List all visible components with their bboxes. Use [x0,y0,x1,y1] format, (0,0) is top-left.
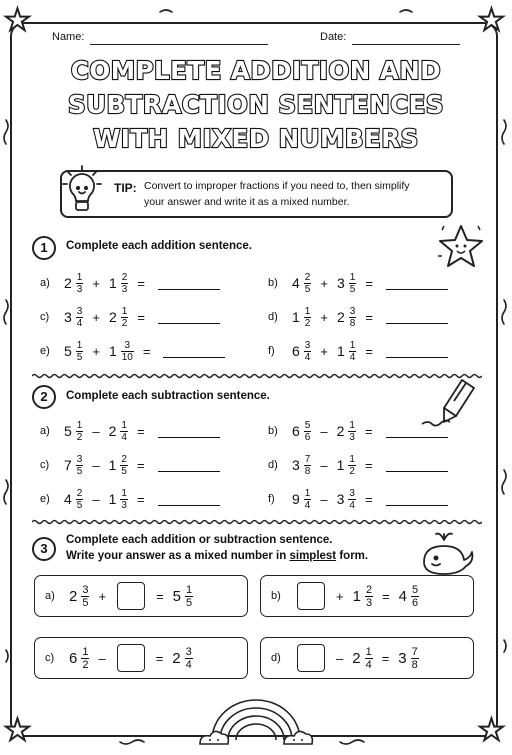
answer-line[interactable] [158,277,220,290]
numerator: 3 [76,305,83,317]
equals-sign: = [364,491,373,507]
numerator: 2 [365,583,373,596]
denominator: 2 [304,317,311,329]
problem-label: d) [268,311,278,323]
numerator: 3 [185,645,192,658]
equals-sign: = [137,275,145,291]
numerator: 1 [349,339,356,351]
numerator: 2 [121,453,127,465]
tip-text-line-2: your answer and write it as a mixed number. [144,196,350,208]
tip-text [144,178,444,210]
whole-number: 2 [172,649,181,667]
whole-number: 5 [64,343,72,359]
numerator: 1 [76,339,83,351]
section-3-title-line-2 [66,548,368,564]
equals-sign: = [365,275,373,291]
operator: – [92,457,100,473]
denominator: 5 [121,465,127,477]
section-2-badge: 2 [32,385,56,409]
denominator: 5 [186,596,193,609]
denominator: 3 [121,283,128,295]
whole-number: 1 [108,343,117,359]
fraction [349,272,357,295]
denominator: 5 [76,499,83,511]
denominator: 3 [349,431,355,443]
problem-c [40,302,220,332]
numerator: 1 [82,645,89,658]
denominator: 5 [76,465,83,477]
fraction [120,488,128,511]
equals-sign: = [142,343,151,359]
problem-card-c [34,637,248,679]
page-title-line-1: COMPLETE ADDITION AND [70,56,442,85]
whole-number: 2 [64,275,72,291]
problem-d [268,302,448,332]
answer-line[interactable] [386,311,448,324]
section-3-badge: 3 [32,537,56,561]
problem-a [40,416,220,446]
fraction [348,454,356,477]
problem-label: e) [40,345,50,357]
star-icon: ★ [478,4,505,37]
fraction [76,488,84,511]
numerator: 2 [304,271,311,283]
operator: + [92,309,100,325]
whole-number: 1 [352,587,361,605]
problem-d [268,450,448,480]
tip-text-line-1: Convert to improper fractions if you need to, then simplify [144,180,410,192]
numerator: 2 [121,271,128,283]
denominator: 2 [349,465,355,477]
numerator: 1 [365,645,372,658]
operator: + [92,275,100,291]
answer-box[interactable] [117,644,145,672]
page-title-line-2: SUBTRACTION SENTENCES [67,90,445,119]
fraction [121,272,129,295]
fraction [120,454,128,477]
whole-number: 4 [398,587,407,605]
denominator: 4 [365,658,372,671]
whole-number: 7 [64,457,72,473]
tip-label: TIP: [114,181,137,195]
operator: + [320,343,328,359]
fraction [304,454,312,477]
whole-number: 1 [292,309,300,325]
fraction [304,272,312,295]
problem-label: c) [40,311,50,323]
denominator: 2 [76,431,83,443]
fraction [304,420,312,443]
denominator: 2 [82,658,89,671]
equals-sign: = [365,343,373,359]
page-title-line-3: WITH MIXED NUMBERS [93,124,419,153]
star-icon: ★ [4,714,31,747]
date-label: Date: [320,31,347,43]
whole-number: 2 [108,423,117,439]
whole-number: 3 [336,491,345,507]
whole-number: 1 [108,457,117,473]
problem-label: b) [268,425,278,437]
whole-number: 4 [292,275,300,291]
whole-number: 4 [64,491,72,507]
numerator: 1 [186,583,193,596]
fraction [76,272,84,295]
problem-a [40,268,220,298]
problem-label: b) [271,590,281,602]
equals-sign: = [136,457,145,473]
denominator: 8 [304,465,311,477]
operator: + [320,275,328,291]
numerator: 1 [304,305,311,317]
problem-label: a) [40,277,50,289]
problem-label: b) [268,277,278,289]
numerator: 7 [411,645,418,658]
whole-number: 3 [336,275,345,291]
problem-label: d) [271,652,281,664]
problem-f [268,484,448,514]
fraction [121,306,129,329]
fraction [76,454,84,477]
operator: – [92,491,100,507]
problem-label: c) [40,459,50,471]
numerator: 1 [349,453,355,465]
fraction [365,584,373,609]
fraction [365,646,373,671]
answer-box[interactable] [297,582,325,610]
fraction [81,584,89,609]
whole-number: 6 [292,423,300,439]
fraction [120,420,128,443]
operator: – [336,650,344,666]
section-1-badge: 1 [32,236,56,260]
problem-label: f) [268,345,275,357]
section-3-title-line-1: Complete each addition or subtraction sentence. [66,534,333,546]
whole-number: 2 [336,423,345,439]
numerator: 1 [349,419,355,431]
numerator: 1 [121,305,128,317]
operator: – [92,423,100,439]
problem-label: a) [45,590,55,602]
denominator: 5 [304,283,311,295]
equals-sign: = [365,309,373,325]
problem-card-d [260,637,474,679]
problem-e [40,336,225,366]
operator: + [336,588,344,604]
fraction [121,340,134,363]
fraction [76,420,84,443]
denominator: 3 [76,283,83,295]
denominator: 5 [76,351,83,363]
answer-line[interactable] [386,277,448,290]
whole-number: 1 [108,275,117,291]
answer-line[interactable] [386,493,448,506]
denominator: 6 [304,431,311,443]
whole-number: 2 [69,587,78,605]
problem-b [268,416,448,446]
denominator: 4 [185,658,192,671]
problem-f [268,336,448,366]
title-text: form. [336,550,369,562]
denominator: 4 [121,431,127,443]
rainbow-icon [196,694,316,750]
denominator: 10 [121,351,133,363]
whole-number: 9 [292,491,300,507]
fraction [304,488,312,511]
date-field[interactable] [352,44,460,45]
whole-number: 1 [336,343,345,359]
problem-card-b [260,575,474,617]
numerator: 1 [76,271,83,283]
fraction [349,306,357,329]
star-icon: ★ [4,4,31,37]
denominator: 5 [82,596,89,609]
operator: – [320,423,328,439]
denominator: 6 [412,596,419,609]
section-1-title: Complete each addition sentence. [66,240,252,252]
fraction [185,584,193,609]
wavy-divider [32,372,482,380]
denominator: 4 [304,499,311,511]
fraction [81,646,89,671]
answer-line[interactable] [386,345,448,358]
whole-number: 6 [292,343,300,359]
denominator: 3 [121,499,127,511]
fraction [304,340,312,363]
denominator: 3 [365,596,373,609]
section-2-title: Complete each subtraction sentence. [66,390,270,402]
section-3-title [66,532,368,564]
answer-line[interactable] [158,311,220,324]
numerator: 3 [304,339,311,351]
equals-sign: = [382,588,390,604]
equals-sign: = [364,457,373,473]
equals-sign: = [381,650,390,666]
fraction [185,646,193,671]
answer-line[interactable] [158,459,220,472]
answer-line[interactable] [386,425,448,438]
operator: – [98,650,106,666]
problem-b [268,268,448,298]
denominator: 2 [121,317,128,329]
whole-number: 5 [64,423,72,439]
name-label: Name: [52,31,85,43]
whole-number: 3 [398,649,407,667]
operator: + [98,588,107,604]
fraction [76,340,84,363]
answer-line[interactable] [158,425,220,438]
numerator: 1 [121,487,127,499]
wavy-divider [32,518,482,526]
whole-number: 6 [69,649,78,667]
whole-number: 3 [64,309,72,325]
fraction [411,646,419,671]
problem-c [40,450,220,480]
denominator: 8 [349,317,356,329]
whole-number: 1 [336,457,345,473]
name-field[interactable] [90,44,268,45]
whole-number: 2 [352,649,361,667]
whole-number: 5 [172,587,181,605]
lightbulb-icon [62,164,102,216]
problem-card-a [34,575,248,617]
numerator: 1 [349,271,356,283]
fraction [304,306,312,329]
smiling-star-icon [436,222,486,272]
denominator: 4 [76,317,83,329]
star-icon: ★ [478,714,505,747]
fraction [348,420,356,443]
numerator: 5 [304,419,311,431]
numerator: 3 [76,453,83,465]
answer-line[interactable] [158,493,220,506]
numerator: 2 [76,487,83,499]
title-text: Write your answer as a mixed number in [66,550,290,562]
denominator: 5 [349,283,356,295]
answer-box[interactable] [117,582,145,610]
answer-line[interactable] [163,345,225,358]
title-emphasis: simplest [289,550,337,562]
denominator: 4 [349,351,356,363]
problem-label: d) [268,459,278,471]
numerator: 1 [76,419,83,431]
numerator: 3 [349,305,356,317]
numerator: 7 [304,453,311,465]
numerator: 1 [304,487,311,499]
whole-number: 3 [292,457,300,473]
denominator: 4 [304,351,311,363]
problem-e [40,484,220,514]
numerator: 3 [124,339,131,351]
whole-number: 1 [108,491,117,507]
fraction [411,584,419,609]
whole-number: 2 [108,309,117,325]
equals-sign: = [137,309,145,325]
whole-number: 2 [336,309,345,325]
fraction [348,488,356,511]
numerator: 5 [412,583,419,596]
answer-line[interactable] [386,459,448,472]
problem-label: e) [40,493,50,505]
equals-sign: = [156,588,164,604]
equals-sign: = [364,423,373,439]
problem-label: c) [45,652,55,664]
equals-sign: = [136,423,145,439]
numerator: 3 [349,487,355,499]
operator: – [320,491,328,507]
answer-box[interactable] [297,644,325,672]
denominator: 4 [349,499,355,511]
problem-label: a) [40,425,50,437]
operator: + [92,343,100,359]
denominator: 8 [411,658,418,671]
whale-icon [416,528,476,578]
operator: – [320,457,328,473]
equals-sign: = [155,650,164,666]
numerator: 3 [82,583,89,596]
numerator: 1 [121,419,127,431]
fraction [76,306,84,329]
equals-sign: = [136,491,145,507]
fraction [349,340,357,363]
problem-label: f) [268,493,275,505]
operator: + [320,309,328,325]
